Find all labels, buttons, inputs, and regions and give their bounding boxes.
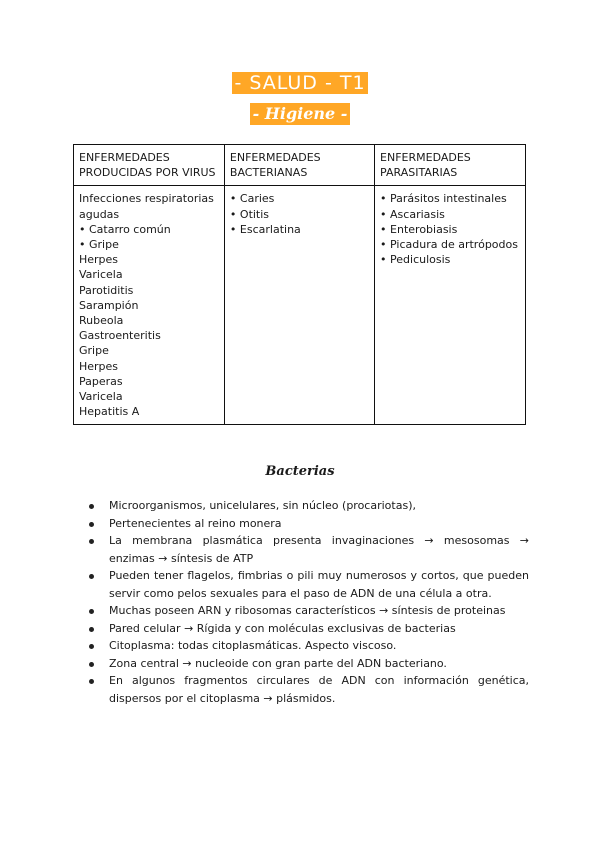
list-item: Varicela: [79, 268, 123, 282]
table-row: [74, 186, 526, 425]
list-item: • Pediculosis: [380, 253, 451, 267]
list-item: agudas: [79, 207, 120, 221]
list-item-text: Pueden tener flagelos, fimbrias o pili muy numerosos y cortos, que pueden servir como pelos sexuales para el paso de ADN de una célula a otra.: [109, 569, 529, 600]
bullet-icon: [89, 679, 94, 684]
title-block: [0, 72, 600, 94]
list-item: [89, 497, 529, 515]
column-header-line: ENFERMEDADES: [380, 151, 471, 164]
list-item: • Caries: [229, 192, 275, 206]
list-item: [89, 567, 529, 602]
list-item: Gripe: [79, 344, 109, 358]
column-header-line: PRODUCIDAS POR VIRUS: [79, 166, 216, 180]
list-item: Herpes: [79, 253, 119, 267]
page-title: - SALUD - T1: [234, 72, 366, 94]
bullet-icon: [89, 539, 94, 544]
list-item: [89, 602, 529, 620]
list-item: Rubeola: [79, 314, 124, 328]
list-item: Paperas: [79, 374, 123, 388]
list-item: • Escarlatina: [229, 222, 301, 236]
bullet-icon: [89, 609, 94, 614]
table-cell: [74, 186, 225, 425]
subtitle-block: [0, 103, 600, 125]
list-item-text: La membrana plasmática presenta invaginaciones → mesosomas → enzimas → síntesis de ATP: [109, 534, 529, 565]
list-item: [89, 637, 529, 655]
list-item: Parotiditis: [79, 283, 134, 297]
list-item: [89, 532, 529, 567]
list-item: • Parásitos intestinales: [380, 192, 507, 206]
table-cell: [224, 186, 374, 425]
bacterias-list: [89, 497, 529, 707]
bullet-icon: [89, 574, 94, 579]
column-header-line: BACTERIANAS: [229, 166, 308, 180]
column-header: [375, 145, 526, 186]
list-item: Herpes: [79, 359, 119, 373]
page-subtitle: - Higiene -: [250, 103, 351, 125]
list-item-text: Microorganismos, unicelulares, sin núcleo (procariotas),: [109, 499, 416, 512]
bullet-icon: [89, 644, 94, 649]
column-header-line: ENFERMEDADES: [79, 151, 170, 164]
list-item: [89, 655, 529, 673]
list-item: [89, 620, 529, 638]
column-header: [224, 145, 374, 186]
bullet-icon: [89, 627, 94, 632]
table-cell: [375, 186, 526, 425]
table-header-row: [74, 145, 526, 186]
list-item-text: Pared celular → Rígida y con moléculas exclusivas de bacterias: [109, 621, 456, 635]
bullet-icon: [89, 662, 94, 667]
list-item-text: Pertenecientes al reino monera: [109, 516, 282, 530]
column-header-line: ENFERMEDADES: [229, 151, 321, 164]
list-item: Hepatitis A: [79, 405, 140, 419]
list-item: • Otitis: [229, 207, 270, 221]
list-item: Varicela: [79, 390, 123, 404]
list-item: • Ascariasis: [380, 207, 445, 221]
bullet-icon: [89, 504, 94, 509]
list-item-text: Citoplasma: todas citoplasmáticas. Aspecto viscoso.: [109, 639, 397, 652]
list-item: Infecciones respiratorias: [79, 192, 214, 206]
list-item: [89, 515, 529, 533]
list-item: • Catarro común: [79, 222, 171, 236]
list-item-text: Muchas poseen ARN y ribosomas característicos → síntesis de proteinas: [109, 604, 506, 617]
diseases-table: [73, 144, 526, 425]
list-item: Sarampión: [79, 298, 139, 312]
list-item: • Enterobiasis: [380, 222, 458, 236]
list-item: • Gripe: [79, 238, 119, 252]
section-title-bacterias: Bacterias: [265, 464, 335, 479]
list-item: [89, 672, 529, 707]
list-item-text: En algunos fragmentos circulares de ADN con información genética, dispersos por el citoplasma → plásmidos.: [109, 674, 529, 705]
list-item: • Picadura de artrópodos: [380, 238, 518, 252]
column-header: [74, 145, 225, 186]
column-header-line: PARASITARIAS: [380, 166, 458, 180]
list-item: Gastroenteritis: [79, 329, 161, 343]
list-item-text: Zona central → nucleoide con gran parte del ADN bacteriano.: [109, 656, 447, 670]
bullet-icon: [89, 522, 94, 527]
